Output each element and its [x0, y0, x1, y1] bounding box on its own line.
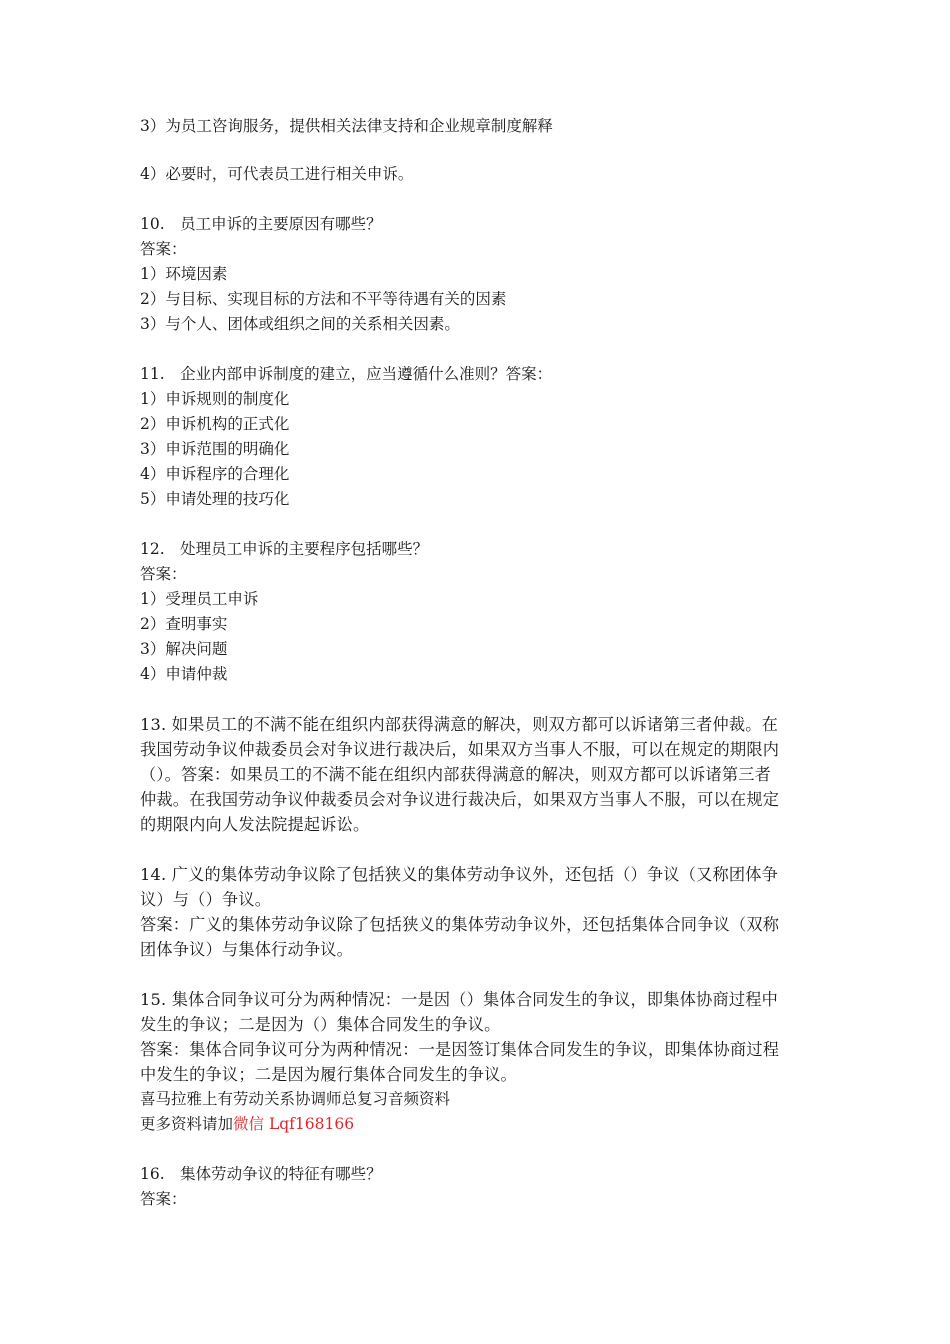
text-line: 1）环境因素: [140, 265, 228, 283]
text-line: 5）申请处理的技巧化: [140, 490, 290, 508]
text-line: 2）查明事实: [140, 615, 228, 633]
wechat-contact: 微信 Lqf168166: [233, 1115, 355, 1133]
question-heading: 10. 员工申诉的主要原因有哪些？: [140, 215, 382, 233]
promo-line: 喜马拉雅上有劳动关系协调师总复习音频资料: [140, 1090, 451, 1108]
question-heading: 13. 如果员工的不满不能在组织内部获得满意的解决，则双方都可以诉诸第三者仲裁。在: [140, 715, 779, 734]
text-line: 1）申诉规则的制度化: [140, 390, 290, 408]
text-line: 2）申诉机构的正式化: [140, 415, 290, 433]
text-line: 2）与目标、实现目标的方法和不平等待遇有关的因素: [140, 290, 507, 308]
text-line: 1）受理员工申诉: [140, 590, 259, 608]
question-heading: 12. 处理员工申诉的主要程序包括哪些？: [140, 540, 429, 558]
answer-label: 答案：: [140, 1190, 187, 1208]
promo-line: [140, 1112, 820, 1137]
text-line: 答案：集体合同争议可分为两种情况：一是因签订集体合同发生的争议，即集体协商过程: [140, 1040, 780, 1059]
text-line: 3）解决问题: [140, 640, 228, 658]
text-line: 团体争议）与集体行动争议。: [140, 940, 354, 959]
question-heading: 16. 集体劳动争议的特征有哪些？: [140, 1165, 382, 1183]
text-line: 议）与（）争议。: [140, 890, 272, 909]
promo-text: 更多资料请加: [140, 1115, 234, 1133]
text-line: 4）申诉程序的合理化: [140, 465, 290, 483]
answer-label: 答案：: [140, 565, 187, 583]
text-line: 4）申请仲裁: [140, 665, 228, 683]
text-line: 我国劳动争议仲裁委员会对争议进行裁决后，如果双方当事人不服，可以在规定的期限内: [140, 740, 780, 759]
question-heading: 14. 广义的集体劳动争议除了包括狭义的集体劳动争议外，还包括（）争议（又称团体争: [140, 865, 779, 884]
text-line: 发生的争议；二是因为（）集体合同发生的争议。: [140, 1015, 501, 1034]
text-line: 4）必要时，可代表员工进行相关申诉。: [140, 165, 414, 183]
text-line: （）。答案：如果员工的不满不能在组织内部获得满意的解决，则双方都可以诉诸第三者: [140, 765, 772, 784]
text-line: 3）为员工咨询服务，提供相关法律支持和企业规章制度解释: [140, 117, 553, 135]
text-line: 答案：广义的集体劳动争议除了包括狭义的集体劳动争议外，还包括集体合同争议（双称: [140, 915, 780, 934]
text-line: 3）申诉范围的明确化: [140, 440, 290, 458]
text-line: 3）与个人、团体或组织之间的关系相关因素。: [140, 315, 460, 333]
text-line: 仲裁。在我国劳动争议仲裁委员会对争议进行裁决后，如果双方当事人不服，可以在规定: [140, 790, 780, 809]
answer-label: 答案：: [140, 240, 187, 258]
text-line: 的期限内向人发法院提起诉讼。: [140, 815, 370, 834]
text-line: 中发生的争议；二是因为履行集体合同发生的争议。: [140, 1065, 517, 1084]
question-heading: 11. 企业内部申诉制度的建立，应当遵循什么准则？答案：: [140, 365, 553, 383]
question-heading: 15. 集体合同争议可分为两种情况：一是因（）集体合同发生的争议，即集体协商过程中: [140, 990, 779, 1009]
